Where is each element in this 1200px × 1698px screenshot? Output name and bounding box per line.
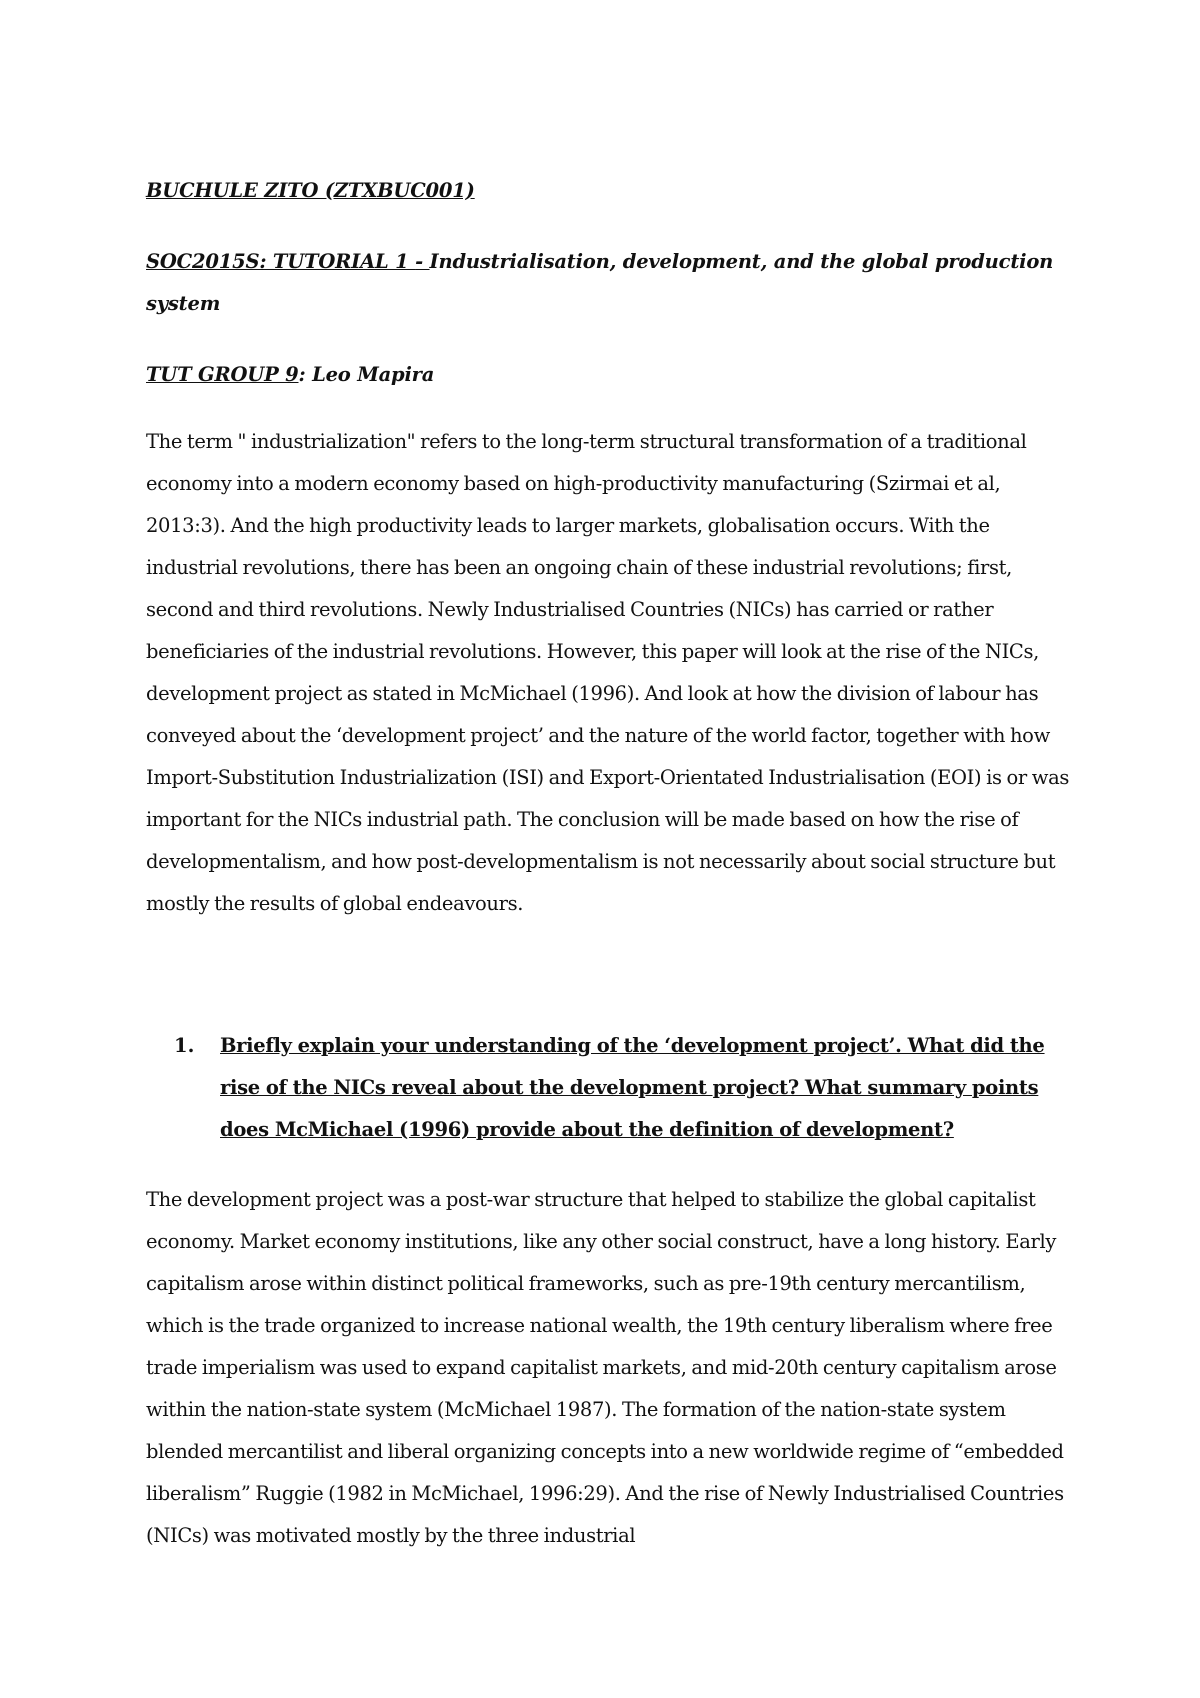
group-label: TUT GROUP 9	[146, 363, 299, 386]
course-code: SOC2015S: TUTORIAL 1	[146, 250, 416, 273]
tutorial-heading	[146, 241, 1071, 325]
tutorial-group-heading	[146, 354, 1071, 396]
student-name: BUCHULE ZITO (ZTXBUC001)	[146, 179, 475, 202]
question-text: Briefly explain your understanding of the ‘development project’. What did the rise of the NICs reveal about the development project? What summary points does McMichael (1996) provide about the definition of development?	[220, 1034, 1045, 1141]
course-title: Industrialisation, development, and the global production system	[146, 250, 1054, 315]
tutor-name: Leo Mapira	[312, 363, 435, 386]
question-1	[174, 1025, 1054, 1151]
group-separator: :	[298, 363, 313, 386]
question-number: 1.	[174, 1034, 195, 1057]
course-dash: -	[415, 250, 430, 273]
intro-paragraph: The term " industrialization" refers to the long-term structural transformation of a traditional economy into a modern economy based on high-productivity manufacturing (Szirmai et al, 2013:3). And the high productivity leads to larger markets, globalisation occurs. With the industrial revolutions, there has been an ongoing chain of these industrial revolutions; first, second and third revolutions. Newly Industrialised Countries (NICs) has carried or rather beneficiaries of the industrial revolutions. However, this paper will look at the rise of the NICs, development project as stated in McMichael (1996). And look at how the division of labour has conveyed about the ‘development project’ and the nature of the world factor, together with how Import-Substitution Industrialization (ISI) and Export-Orientated Industrialisation (EOI) is or was important for the NICs industrial path. The conclusion will be made based on how the rise of developmentalism, and how post-developmentalism is not necessarily about social structure but mostly the results of global endeavours.	[146, 430, 1070, 915]
answer-paragraph: The development project was a post-war structure that helped to stabilize the global capitalist economy. Market economy institutions, like any other social construct, have a long history. Early capitalism arose within distinct political frameworks, such as pre-19th century mercantilism, which is the trade organized to increase national wealth, the 19th century liberalism where free trade imperialism was used to expand capitalist markets, and mid-20th century capitalism arose within the nation-state system (McMichael 1987). The formation of the nation-state system blended mercantilist and liberal organizing concepts into a new worldwide regime of “embedded liberalism” Ruggie (1982 in McMichael, 1996:29). And the rise of Newly Industrialised Countries (NICs) was motivated mostly by the three industrial	[146, 1188, 1064, 1547]
student-name-heading	[146, 170, 1071, 212]
